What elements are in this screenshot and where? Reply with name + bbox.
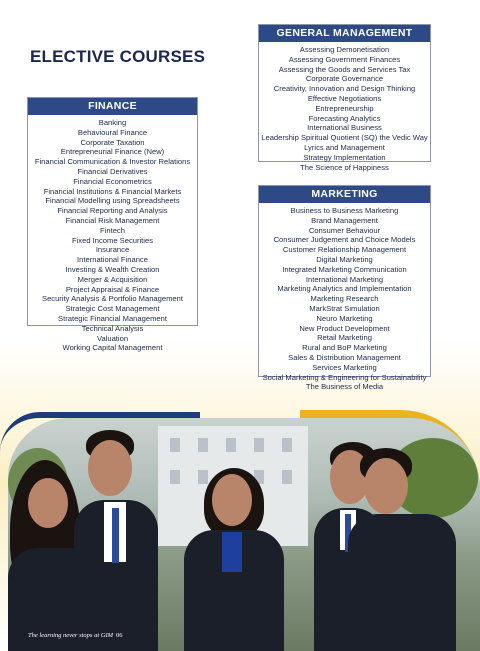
course-item: Financial Institutions & Financial Markets — [43, 186, 182, 196]
course-item: International Business — [307, 123, 382, 133]
course-item: Effective Negotiations — [307, 93, 382, 103]
course-item: Strategy Implementation — [303, 152, 386, 162]
course-item: Working Capital Management — [62, 343, 163, 353]
course-item: Project Appraisal & Finance — [65, 284, 160, 294]
course-item: Assessing the Goods and Services Tax — [278, 64, 411, 74]
course-item: Consumer Judgement and Choice Models — [273, 235, 416, 245]
course-item: Financial Modelling using Spreadsheets — [45, 196, 180, 206]
course-item: Investing & Wealth Creation — [65, 264, 160, 274]
students-photo — [8, 418, 480, 651]
course-item: Financial Derivatives — [77, 166, 148, 176]
course-item: Lyrics and Management — [304, 142, 385, 152]
course-item: Banking — [98, 118, 127, 127]
course-item: Business to Business Marketing — [290, 206, 399, 215]
course-item: Merger & Acquisition — [77, 274, 148, 284]
marketing-list — [259, 203, 430, 392]
course-item: Security Analysis & Portfolio Management — [42, 294, 183, 304]
general-management-heading: GENERAL MANAGEMENT — [259, 25, 430, 42]
course-item: Marketing Analytics and Implementation — [277, 284, 412, 294]
course-item: Digital Marketing — [316, 254, 373, 264]
course-item: Assessing Demonetisation — [299, 45, 390, 54]
course-item: Forecasting Analytics — [308, 113, 381, 123]
course-item: Customer Relationship Management — [282, 245, 407, 255]
footer — [28, 632, 123, 639]
course-item: MarkStrat Simulation — [309, 303, 380, 313]
page-title: ELECTIVE COURSES — [30, 47, 206, 66]
course-item: Retail Marketing — [317, 333, 372, 343]
marketing-heading: MARKETING — [259, 186, 430, 203]
course-item: Technical Analysis — [81, 323, 144, 333]
course-item: Leadership Spiritual Quotient (SQ) the Vedic Way — [261, 133, 428, 143]
course-item: Services Marketing — [312, 362, 377, 372]
course-item: Marketing Research — [310, 294, 379, 304]
course-item: Integrated Marketing Communication — [282, 264, 407, 274]
course-item: The Business of Media — [305, 382, 384, 392]
finance-heading: FINANCE — [28, 98, 197, 115]
general-management-list — [259, 42, 430, 172]
course-item: International Marketing — [305, 274, 384, 284]
course-item: Financial Risk Management — [65, 215, 160, 225]
course-item: Behavioural Finance — [77, 127, 148, 137]
course-item: Valuation — [96, 333, 129, 343]
course-item: Brand Management — [311, 215, 378, 225]
footer-tagline: The learning never stops at GIM — [28, 632, 114, 639]
course-item: Financial Communication & Investor Relations — [34, 157, 191, 167]
course-item: Creativity, Innovation and Design Thinking — [273, 84, 416, 94]
course-item: Financial Econometrics — [73, 176, 152, 186]
course-item: Financial Reporting and Analysis — [57, 206, 168, 216]
course-item: Entrepreneurial Finance (New) — [60, 147, 165, 157]
finance-box — [27, 97, 198, 353]
course-item: Strategic Cost Management — [65, 304, 160, 314]
course-item: Corporate Taxation — [80, 137, 145, 147]
course-item: Neuro Marketing — [316, 313, 373, 323]
course-item: Fixed Income Securities — [71, 235, 154, 245]
course-item: Insurance — [95, 245, 130, 255]
course-item: Consumer Behaviour — [308, 225, 381, 235]
course-item: New Product Development — [299, 323, 390, 333]
course-item: International Finance — [77, 255, 148, 265]
course-item: Entrepreneurship — [315, 103, 374, 113]
page-number: 06 — [116, 632, 123, 639]
course-item: Corporate Governance — [305, 74, 384, 84]
course-item: The Science of Happiness — [300, 162, 389, 172]
finance-list — [28, 115, 197, 353]
course-item: Rural and BoP Marketing — [302, 343, 387, 353]
general-management-box — [258, 24, 431, 172]
course-item: Assessing Government Finances — [288, 54, 401, 64]
course-item: Sales & Distribution Management — [288, 352, 401, 362]
marketing-box — [258, 185, 431, 392]
course-item: Fintech — [100, 225, 125, 235]
course-item: Strategic Financial Management — [58, 313, 167, 323]
course-item: Social Marketing & Engineering for Sustainability — [262, 372, 427, 382]
